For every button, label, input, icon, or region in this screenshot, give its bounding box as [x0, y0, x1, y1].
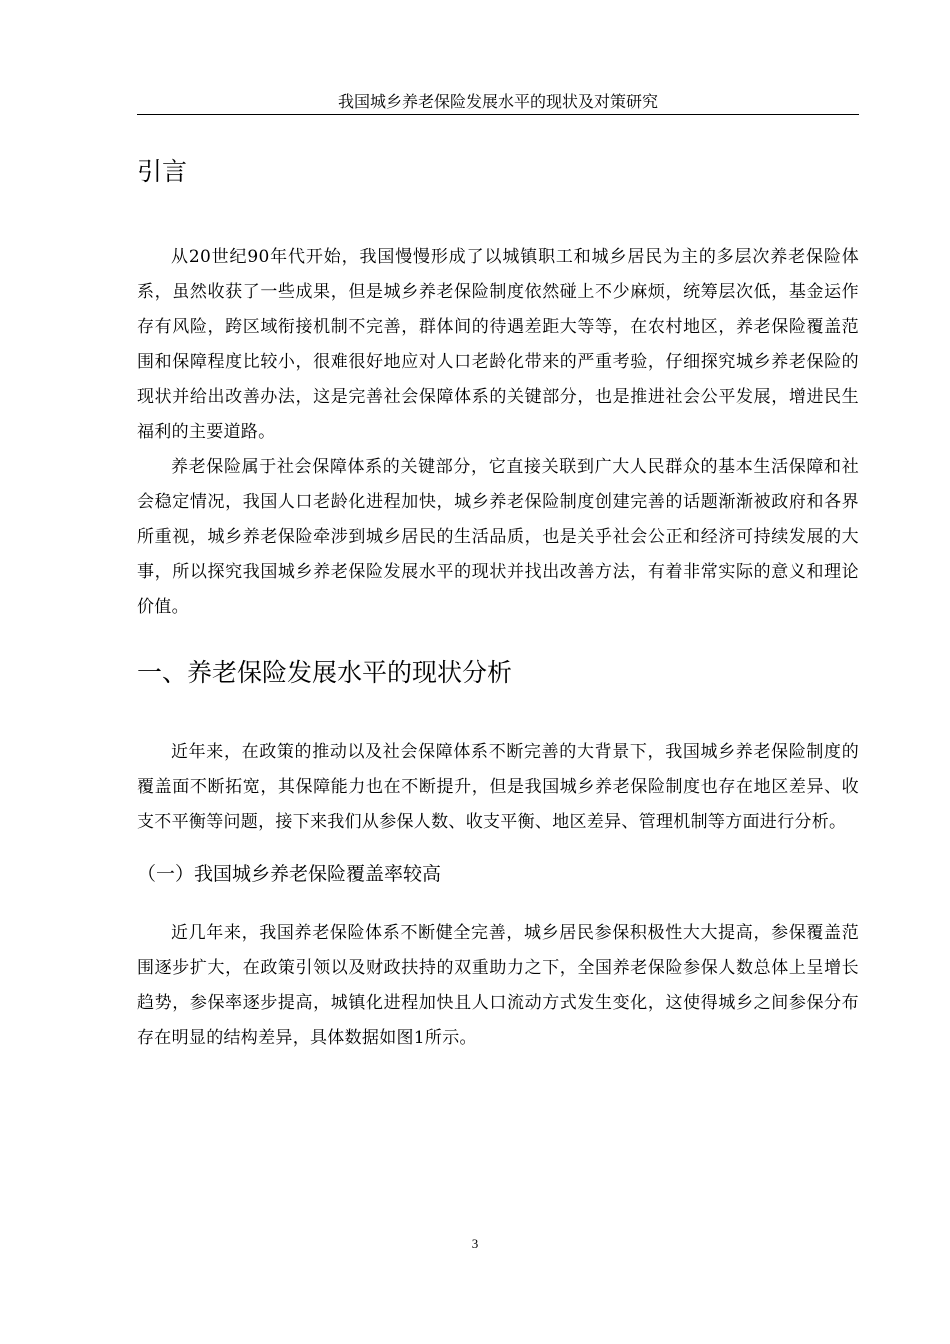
header-rule [137, 114, 859, 115]
subsection-1-heading: （一）我国城乡养老保险覆盖率较高 [137, 863, 442, 885]
chapter-1-paragraph: 近年来，在政策的推动以及社会保障体系不断完善的大背景下，我国城乡养老保险制度的覆盖面不断拓宽，其保障能力也在不断提升，但是我国城乡养老保险制度也存在地区差异、收支不平衡等问题，接下来我们从参保人数、收支平衡、地区差异、管理机制等方面进行分析。 [137, 742, 859, 832]
page-number: 3 [471, 1236, 479, 1251]
chapter-1-heading: 一、养老保险发展水平的现状分析 [137, 658, 513, 687]
intro-paragraph-2: 养老保险属于社会保障体系的关键部分，它直接关联到广大人民群众的基本生活保障和社会稳定情况，我国人口老龄化进程加快，城乡养老保险制度创建完善的话题渐渐被政府和各界所重视，城乡养老保险牵涉到城乡居民的生活品质，也是关乎社会公正和经济可持续发展的大事，所以探究我国城乡养老保险发展水平的现状并找出改善方法，有着非常实际的意义和理论价值。 [137, 457, 859, 617]
running-header: 我国城乡养老保险发展水平的现状及对策研究 [337, 92, 658, 111]
intro-paragraph-1: 从20世纪90年代开始，我国慢慢形成了以城镇职工和城乡居民为主的多层次养老保险体系，虽然收获了一些成果，但是城乡养老保险制度依然碰上不少麻烦，统筹层次低，基金运作存有风险，跨区域衔接机制不完善，群体间的待遇差距大等等，在农村地区，养老保险覆盖范围和保障程度比较小，很难很好地应对人口老龄化带来的严重考验，仔细探究城乡养老保险的现状并给出改善办法，这是完善社会保障体系的关键部分，也是推进社会公平发展，增进民生福利的主要道路。 [137, 247, 859, 442]
page-content [137, 150, 859, 1056]
intro-heading: 引言 [137, 157, 188, 186]
subsection-1-paragraph: 近几年来，我国养老保险体系不断健全完善，城乡居民参保积极性大大提高，参保覆盖范围逐步扩大，在政策引领以及财政扶持的双重助力之下，全国养老保险参保人数总体上呈增长趋势，参保率逐步提高，城镇化进程加快且人口流动方式发生变化，这使得城乡之间参保分布存在明显的结构差异，具体数据如图1所示。 [137, 923, 859, 1048]
